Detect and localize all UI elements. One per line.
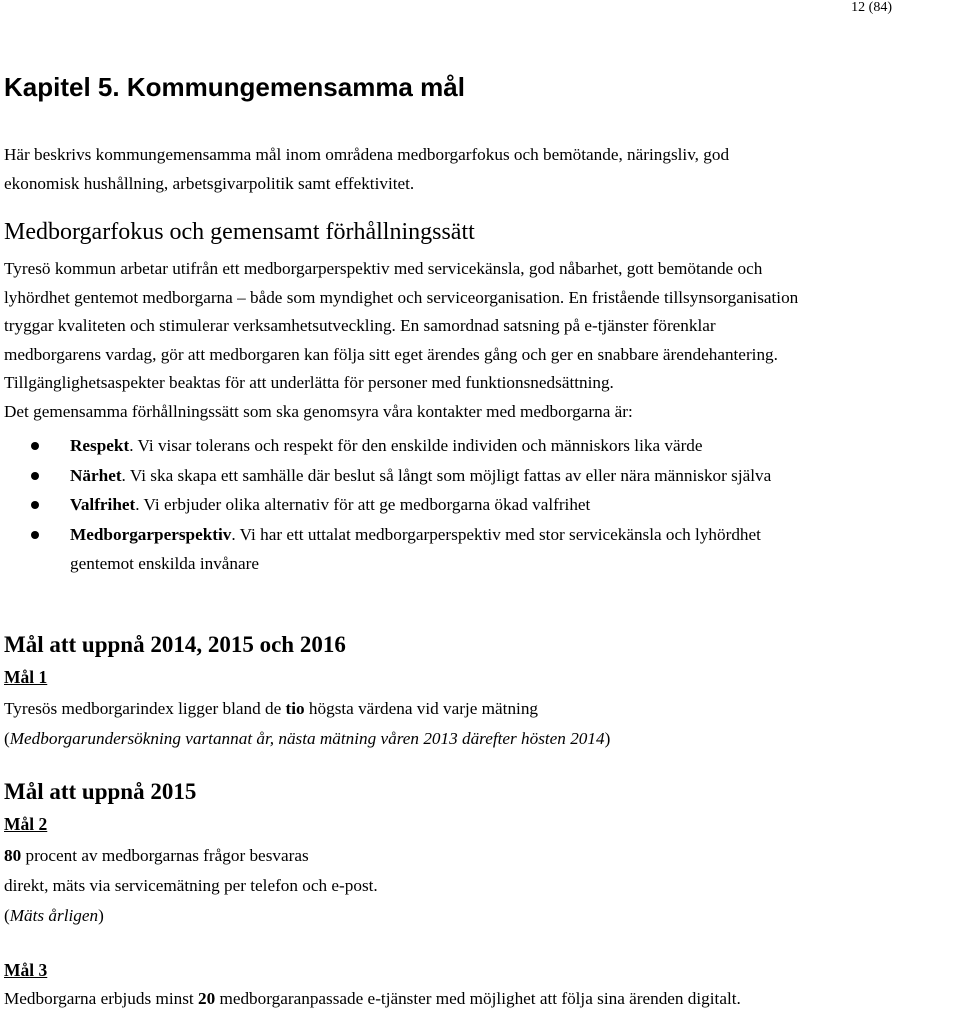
list-term: Valfrihet — [70, 495, 136, 515]
goal-1-statement: Tyresös medborgarindex ligger bland de tio högsta värdena vid varje mätning — [4, 699, 539, 718]
goal-2-note: (Mäts årligen) — [4, 906, 104, 925]
list-text: . Vi ska skapa ett samhälle där beslut så långt som möjligt fattas av eller nära människor själva — [121, 465, 772, 485]
paragraph-line: lyhördhet gentemot medborgarna – både som myndighet och serviceorganisation. En fristående tillsynsorganisation — [4, 287, 799, 307]
goal-2-label: Mål 2 — [4, 814, 48, 834]
paragraph-line: Det gemensamma förhållningssätt som ska genomsyra våra kontakter med medborgarna är: — [4, 401, 633, 421]
goals-heading-2015: Mål att uppnå 2015 — [4, 779, 197, 804]
section-heading-medborgarfokus: Medborgarfokus och gemensamt förhållningssätt — [4, 219, 475, 245]
goal-2-statement: 80 procent av medborgarnas frågor besvaras — [4, 846, 309, 865]
approach-list — [0, 431, 771, 579]
list-text: . Vi har ett uttalat medborgarperspektiv med stor servicekänsla och lyhördhet — [231, 524, 761, 544]
intro-line: Här beskrivs kommungemensamma mål inom områdena medborgarfokus och bemötande, näringsliv, god — [4, 145, 730, 164]
bullet-icon — [31, 531, 39, 539]
list-item — [0, 461, 771, 491]
paragraph-line: medborgarens vardag, gör att medborgaren kan följa sitt eget ärendes gång och ger en snabbare ärendehantering. — [4, 344, 778, 364]
bullet-icon — [31, 501, 39, 509]
page-number: 12 (84) — [851, 0, 892, 15]
goal-2-text — [4, 841, 378, 931]
goal-1-label: Mål 1 — [4, 667, 48, 687]
list-item — [0, 431, 771, 461]
goal-3-label: Mål 3 — [4, 960, 48, 980]
paragraph-line: Tillgänglighetsaspekter beaktas för att underlätta för personer med funktionsnedsättning. — [4, 373, 614, 393]
list-term: Närhet — [70, 465, 122, 485]
goal-1-note: (Medborgarundersökning vartannat år, nästa mätning våren 2013 därefter hösten 2014) — [4, 729, 611, 748]
goal-2-statement-continued: direkt, mäts via servicemätning per telefon och e-post. — [4, 876, 378, 895]
intro-paragraph — [4, 141, 729, 198]
list-text-continued: gentemot enskilda invånare — [70, 554, 259, 574]
goal-3-text — [4, 984, 741, 1014]
list-item — [0, 520, 771, 579]
goal-3-statement: Medborgarna erbjuds minst 20 medborgaranpassade e-tjänster med möjlighet att följa sina ärenden digitalt. — [4, 989, 741, 1008]
bullet-icon — [31, 472, 39, 480]
section-paragraph — [4, 255, 798, 427]
list-text: . Vi erbjuder olika alternativ för att ge medborgarna ökad valfrihet — [135, 495, 591, 515]
list-term: Respekt — [70, 436, 130, 455]
goals-heading-2014-2016: Mål att uppnå 2014, 2015 och 2016 — [4, 632, 346, 657]
paragraph-line: Tyresö kommun arbetar utifrån ett medborgarperspektiv med servicekänsla, god nåbarhet, gott bemötande och — [4, 259, 763, 278]
paragraph-line: tryggar kvaliteten och stimulerar verksamhetsutveckling. En samordnad satsning på e-tjänster förenklar — [4, 316, 716, 336]
intro-line: ekonomisk hushållning, arbetsgivarpolitik samt effektivitet. — [4, 173, 415, 193]
list-term: Medborgarperspektiv — [70, 524, 232, 544]
list-item — [0, 490, 771, 520]
chapter-title: Kapitel 5. Kommungemensamma mål — [4, 72, 465, 102]
bullet-icon — [31, 442, 39, 450]
list-text: . Vi visar tolerans och respekt för den enskilde individen och människors lika värde — [129, 436, 703, 455]
goal-1-text — [4, 694, 610, 754]
